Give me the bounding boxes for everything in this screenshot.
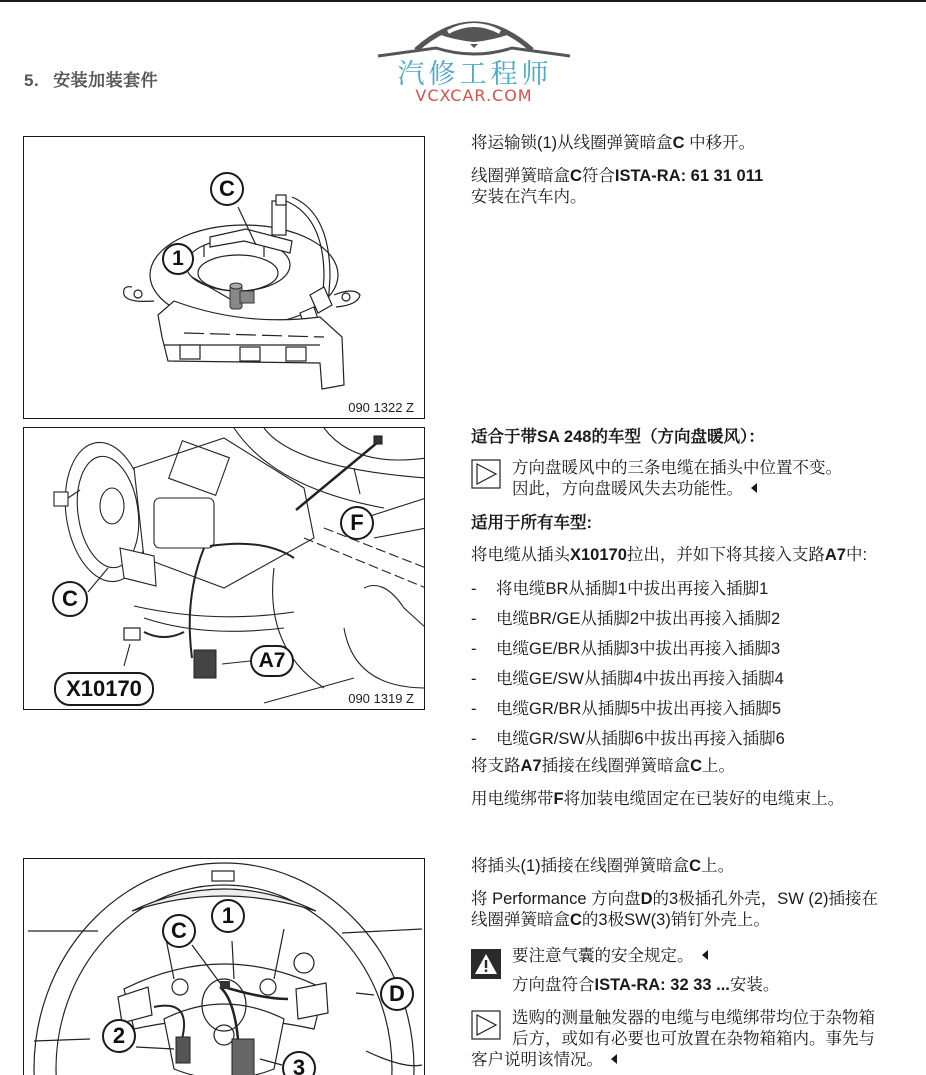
section-number: 5. (24, 71, 40, 90)
instruction-install-wheel: 方向盘符合ISTA-RA: 32 33 ...安装。 (512, 976, 780, 994)
a7-connector (194, 650, 216, 678)
logo-domain-text: VCXCAR.COM (415, 86, 533, 105)
list-item: - 电缆GE/SW从插脚4中拔出再接入插脚4 (471, 670, 784, 688)
end-of-section-icon (702, 950, 708, 960)
figure-clock-spring (23, 136, 425, 419)
instruction-pull-cables: 将电缆从插头X10170拉出，并如下将其接入支路A7中: (471, 546, 868, 564)
section-title-text: 安装加装套件 (53, 71, 159, 90)
end-of-section-icon (751, 483, 757, 493)
warning-triangle-icon (471, 949, 501, 979)
figure-steering-wheel (23, 858, 425, 1075)
callout-3: 3 (282, 1051, 316, 1075)
logo-cn-text: 汽修工程师 (397, 59, 553, 90)
list-item: - 电缆GR/SW从插脚6中拔出再接入插脚6 (471, 730, 785, 748)
note-trigger-cable-end: 客户说明该情况。 (471, 1050, 921, 1071)
note-heating-disabled: 方向盘暖风中的三条电缆在插头中位置不变。 因此，方向盘暖风失去功能性。 (512, 459, 842, 498)
instruction-plug-connector-1: 将插头(1)插接在线圈弹簧暗盒C上。 (471, 857, 735, 875)
figure-steering-column-wiring (23, 427, 425, 710)
instruction-cable-tie: 用电缆绑带F将加装电缆固定在已装好的电缆束上。 (471, 790, 845, 808)
list-item: - 电缆GR/BR从插脚5中拔出再接入插脚5 (471, 700, 782, 718)
note-trigger-cable: 选购的测量触发器的电缆与电缆绑带均位于杂物箱 后方，或如有必要也可放置在杂物箱箱内。事先与 (512, 1009, 875, 1048)
note-triangle-icon (471, 1010, 501, 1040)
callout-f: F (340, 506, 374, 540)
list-item: - 电缆BR/GE从插脚2中拔出再接入插脚2 (471, 610, 781, 628)
callout-c: C (162, 914, 196, 948)
heading-sa248: 适合于带SA 248的车型（方向盘暖风）： (471, 428, 765, 446)
instruction-performance-wheel: 将 Performance 方向盘D的3极插孔外壳，SW (2)插接在 线圈弹簧暗盒C的3极SW(3)销钉外壳上。 (471, 890, 879, 929)
note-triangle-icon (471, 459, 501, 489)
x10170-connector (124, 628, 140, 640)
callout-a7: A7 (250, 645, 294, 677)
heading-all-models: 适用于所有车型: (471, 514, 592, 532)
top-rule (0, 0, 926, 2)
section-title (24, 66, 158, 91)
ista-reference: ISTA-RA: 61 31 011 (614, 167, 764, 185)
list-item: - 将电缆BR从插脚1中拔出再接入插脚1 (471, 580, 769, 598)
callout-c: C (52, 581, 88, 617)
callout-2: 2 (102, 1019, 136, 1053)
callout-d: D (380, 977, 414, 1011)
steering-wheel-illustration (24, 859, 425, 1075)
watermark-logo (376, 4, 572, 108)
callout-c: C (210, 172, 244, 206)
instruction-remove-lock: 将运输锁(1)从线圈弹簧暗盒C 中移开。 (471, 134, 756, 152)
callout-1: 1 (211, 899, 245, 933)
instruction-install-clock-spring: 线圈弹簧暗盒C符合ISTA-RA: 61 31 011 安装在汽车内。 (471, 167, 764, 206)
figure-code: 090 1322 Z (348, 400, 414, 415)
callout-x10170: X10170 (54, 672, 154, 706)
instruction-plug-a7: 将支路A7插接在线圈弹簧暗盒C上。 (471, 757, 736, 775)
steering-column-illustration (24, 428, 425, 710)
list-item: - 电缆GE/BR从插脚3中拔出再接入插脚3 (471, 640, 781, 658)
warning-airbag: 要注意气囊的安全规定。 (512, 946, 922, 967)
end-of-section-icon (611, 1054, 617, 1064)
figure-code: 090 1319 Z (348, 691, 414, 706)
callout-1: 1 (162, 243, 194, 275)
